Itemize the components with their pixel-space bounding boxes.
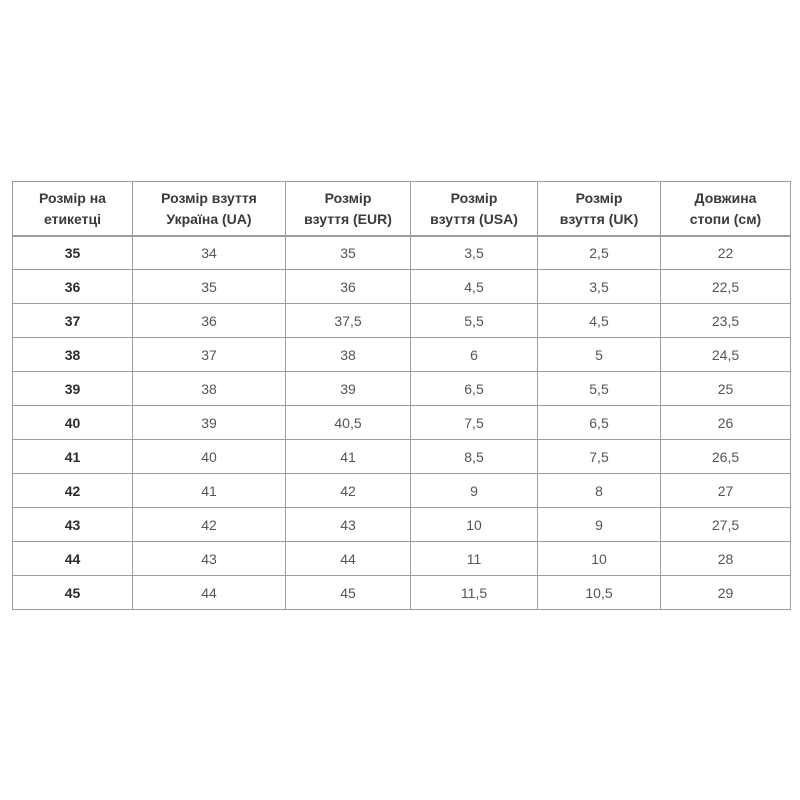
size-table-container (12, 181, 791, 610)
row-label-cell: 42 (12, 474, 133, 508)
column-header-4 (538, 181, 661, 236)
value-cell: 24,5 (661, 338, 791, 372)
value-cell: 4,5 (538, 304, 661, 338)
value-cell: 9 (411, 474, 538, 508)
row-label-cell: 39 (12, 372, 133, 406)
column-header-line2: стопи (см) (689, 210, 762, 227)
value-cell: 45 (286, 576, 411, 610)
table-row (12, 304, 791, 338)
value-cell: 27 (661, 474, 791, 508)
table-row (12, 372, 791, 406)
table-row (12, 406, 791, 440)
row-label-cell: 37 (12, 304, 133, 338)
table-row (12, 576, 791, 610)
table-row (12, 508, 791, 542)
value-cell: 22 (661, 236, 791, 270)
table-row (12, 236, 791, 270)
table-row-header (12, 181, 791, 236)
value-cell: 37,5 (286, 304, 411, 338)
row-label-cell: 41 (12, 440, 133, 474)
value-cell: 28 (661, 542, 791, 576)
value-cell: 6,5 (411, 372, 538, 406)
table-row (12, 338, 791, 372)
column-header-line1: Розмір взуття (161, 190, 257, 207)
value-cell: 3,5 (411, 236, 538, 270)
value-cell: 6 (411, 338, 538, 372)
value-cell: 2,5 (538, 236, 661, 270)
table-row (12, 270, 791, 304)
value-cell: 25 (661, 372, 791, 406)
value-cell: 11,5 (411, 576, 538, 610)
value-cell: 44 (286, 542, 411, 576)
value-cell: 10 (538, 542, 661, 576)
value-cell: 36 (286, 270, 411, 304)
column-header-line1: Розмір (575, 190, 623, 207)
value-cell: 40 (133, 440, 286, 474)
column-header-line1: Розмір (324, 190, 372, 207)
row-label-cell: 36 (12, 270, 133, 304)
value-cell: 37 (133, 338, 286, 372)
value-cell: 4,5 (411, 270, 538, 304)
value-cell: 29 (661, 576, 791, 610)
value-cell: 8 (538, 474, 661, 508)
value-cell: 39 (133, 406, 286, 440)
column-header-2 (286, 181, 411, 236)
value-cell: 5 (538, 338, 661, 372)
column-header-3 (411, 181, 538, 236)
value-cell: 35 (133, 270, 286, 304)
value-cell: 41 (286, 440, 411, 474)
column-header-line2: взуття (UK) (559, 210, 639, 227)
column-header-line2: Україна (UA) (166, 210, 252, 227)
row-label-cell: 40 (12, 406, 133, 440)
row-label-cell: 35 (12, 236, 133, 270)
value-cell: 36 (133, 304, 286, 338)
value-cell: 42 (286, 474, 411, 508)
value-cell: 42 (133, 508, 286, 542)
value-cell: 8,5 (411, 440, 538, 474)
value-cell: 40,5 (286, 406, 411, 440)
column-header-line1: Розмір на (39, 190, 106, 207)
column-header-line2: взуття (EUR) (304, 210, 392, 227)
column-header-0 (12, 181, 133, 236)
column-header-5 (661, 181, 791, 236)
column-header-line1: Розмір (450, 190, 498, 207)
row-label-cell: 45 (12, 576, 133, 610)
value-cell: 27,5 (661, 508, 791, 542)
value-cell: 6,5 (538, 406, 661, 440)
row-label-cell: 43 (12, 508, 133, 542)
column-header-1 (133, 181, 286, 236)
value-cell: 7,5 (411, 406, 538, 440)
value-cell: 26 (661, 406, 791, 440)
value-cell: 35 (286, 236, 411, 270)
row-label-cell: 44 (12, 542, 133, 576)
value-cell: 41 (133, 474, 286, 508)
value-cell: 5,5 (411, 304, 538, 338)
value-cell: 44 (133, 576, 286, 610)
value-cell: 43 (133, 542, 286, 576)
value-cell: 7,5 (538, 440, 661, 474)
shoe-size-conversion-table (12, 181, 791, 610)
row-label-cell: 38 (12, 338, 133, 372)
table-row (12, 542, 791, 576)
value-cell: 39 (286, 372, 411, 406)
value-cell: 38 (286, 338, 411, 372)
value-cell: 9 (538, 508, 661, 542)
value-cell: 26,5 (661, 440, 791, 474)
value-cell: 38 (133, 372, 286, 406)
value-cell: 5,5 (538, 372, 661, 406)
column-header-line2: взуття (USA) (430, 210, 518, 227)
table-row (12, 440, 791, 474)
value-cell: 34 (133, 236, 286, 270)
value-cell: 10,5 (538, 576, 661, 610)
value-cell: 10 (411, 508, 538, 542)
table-body (12, 236, 791, 610)
value-cell: 22,5 (661, 270, 791, 304)
column-header-line1: Довжина (694, 190, 757, 207)
value-cell: 43 (286, 508, 411, 542)
table-header-row (12, 181, 791, 236)
value-cell: 23,5 (661, 304, 791, 338)
value-cell: 11 (411, 542, 538, 576)
column-header-line2: етикетці (43, 210, 102, 227)
table-row (12, 474, 791, 508)
value-cell: 3,5 (538, 270, 661, 304)
